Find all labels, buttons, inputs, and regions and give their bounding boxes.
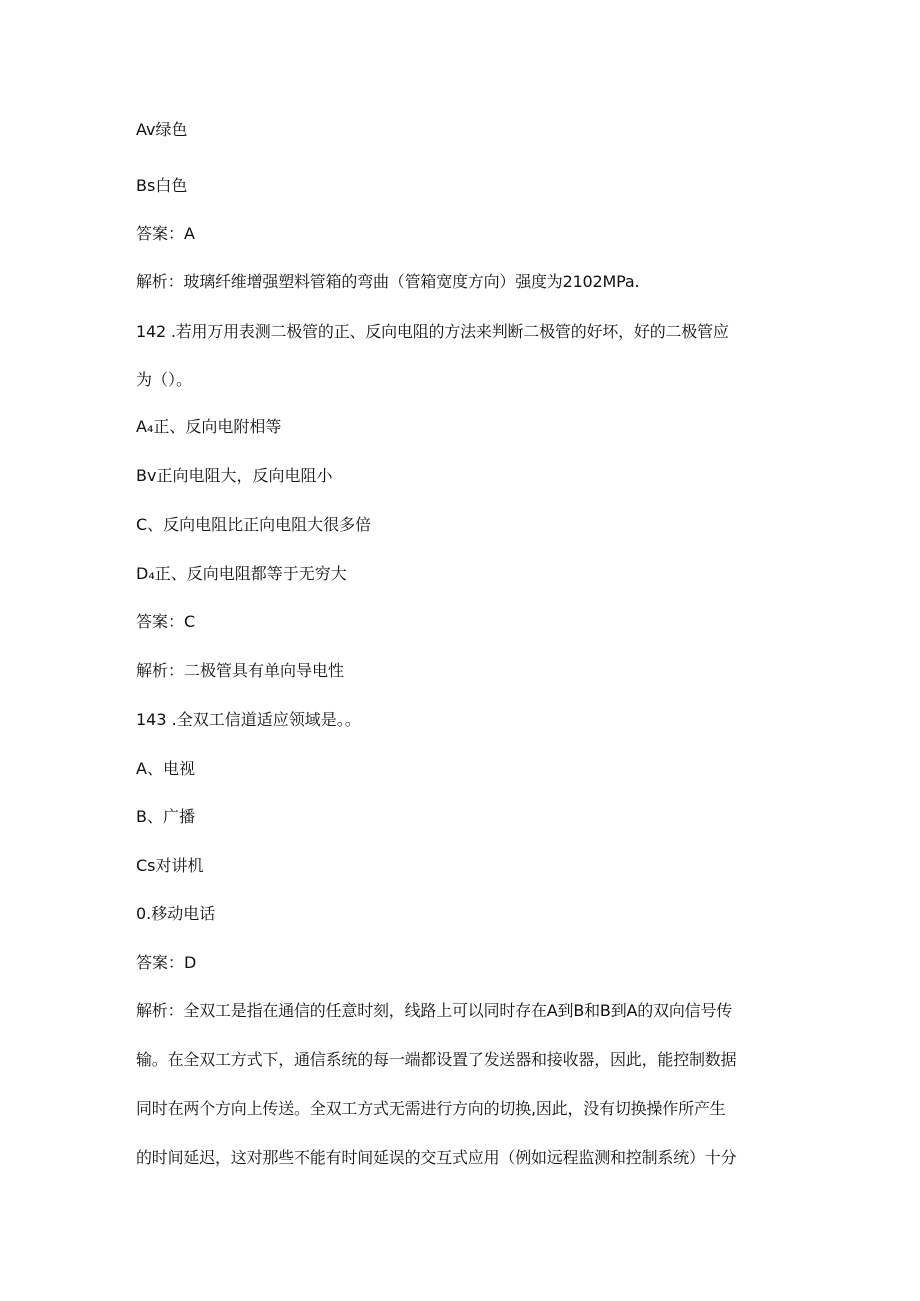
question-142-line2: 为（）。 <box>136 370 193 389</box>
option-a-143: A、电视 <box>136 759 195 778</box>
option-b-143: B、广播 <box>136 807 195 826</box>
answer-141: 答案：A <box>136 224 195 243</box>
answer-142: 答案：C <box>136 612 196 631</box>
option-b-141: Bs白色 <box>136 176 188 195</box>
option-d-143: 0.移动电话 <box>136 904 216 923</box>
answer-143: 答案：D <box>136 953 197 972</box>
analysis-143-line1: 解析：全双工是指在通信的任意时刻，线路上可以同时存在A到B和B到A的双向信号传 <box>136 1001 733 1020</box>
question-142-line1: 142 .若用万用表测二极管的正、反向电阻的方法来判断二极管的好坏，好的二极管应 <box>136 322 729 341</box>
option-c-142: C、反向电阻比正向电阻大很多倍 <box>136 515 372 534</box>
option-d-142: D₄正、反向电阻都等于无穷大 <box>136 564 347 583</box>
analysis-143-line3: 同时在两个方向上传送。全双工方式无需进行方向的切换,因此，没有切换操作所产生 <box>136 1099 726 1118</box>
question-143: 143 .全双工信道适应领域是。。 <box>136 710 361 729</box>
option-a-141: Av绿色 <box>136 120 188 139</box>
analysis-141: 解析：玻璃纤维增强塑料管箱的弯曲（管箱宽度方向）强度为2102MPa. <box>136 272 640 291</box>
option-b-142: Bv正向电阻大，反向电阻小 <box>136 466 333 485</box>
analysis-142: 解析：二极管具有单向导电性 <box>136 661 345 680</box>
option-c-143: Cs对讲机 <box>136 856 204 875</box>
option-a-142: A₄正、反向电附相等 <box>136 417 282 436</box>
analysis-143-line2: 输。在全双工方式下，通信系统的每一端都设置了发送器和接收器，因此，能控制数据 <box>136 1050 737 1069</box>
analysis-143-line4: 的时间延迟，这对那些不能有时间延误的交互式应用（例如远程监测和控制系统）十分 <box>136 1148 737 1167</box>
